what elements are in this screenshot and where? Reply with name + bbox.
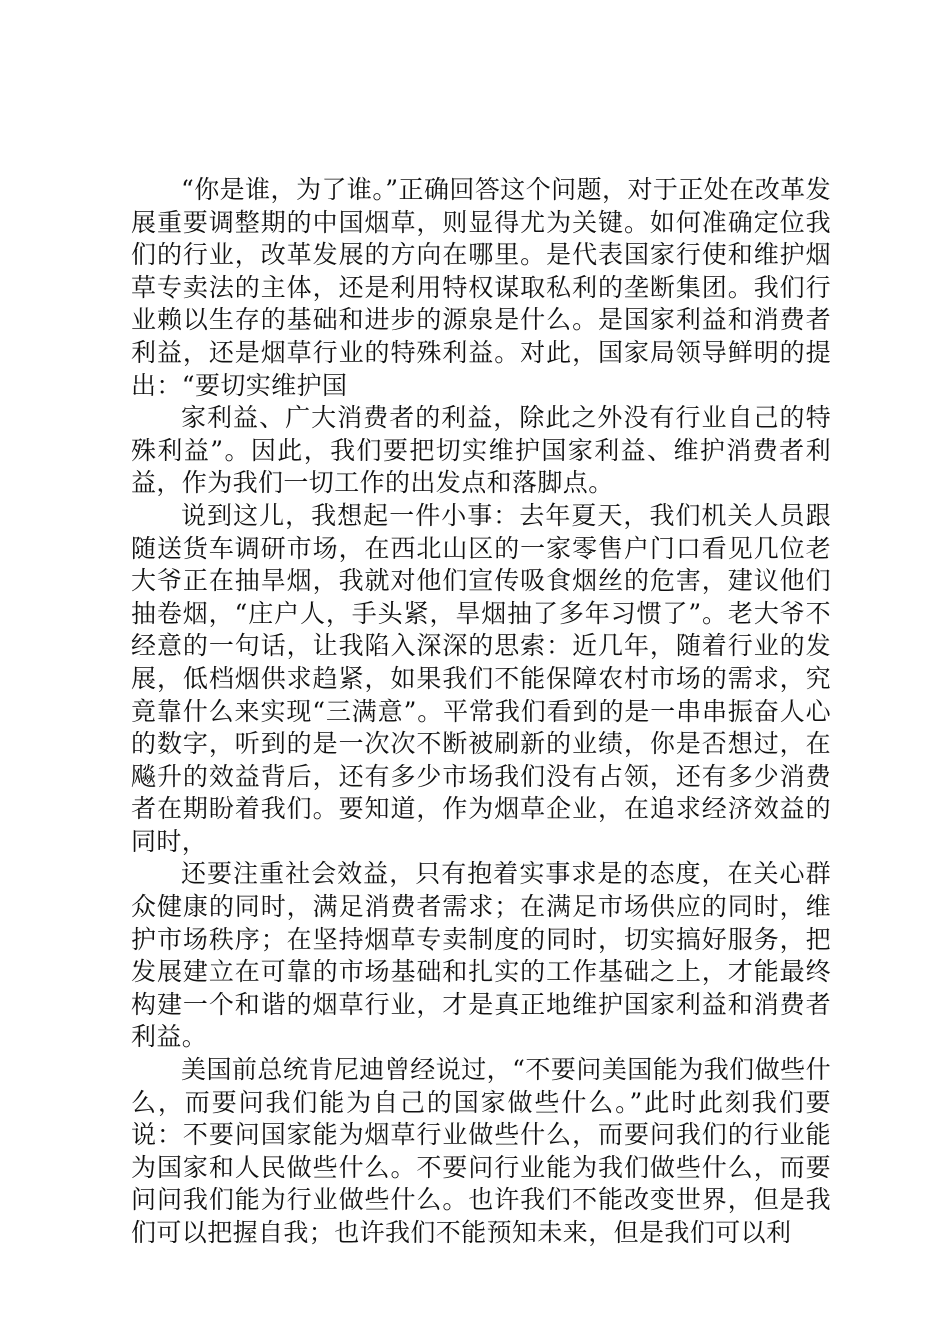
paragraph-3: 说到这儿，我想起一件小事：去年夏天，我们机关人员跟随送货车调研市场，在西北山区的一家零售户门口看见几位老大爷正在抽旱烟，我就对他们宣传吸食烟丝的危害，建议他们抽卷烟，“庄户人，手头紧，旱烟抽了多年习惯了”。老大爷不经意的一句话，让我陷入深深的思索：近几年，随着行业的发展，低档烟供求趋紧，如果我们不能保障农村市场的需求，究竟靠什么来实现“三满意”。平常我们看到的是一串串振奋人心的数字，听到的是一次次不断被刷新的业绩，你是否想过，在飚升的效益背后，还有多少市场我们没有占领，还有多少消费者在期盼着我们。要知道，作为烟草企业，在追求经济效益的同时，	[131, 500, 831, 856]
document-body	[131, 174, 831, 1250]
paragraph-2: 家利益、广大消费者的利益，除此之外没有行业自己的特殊利益”。因此，我们要把切实维护国家利益、维护消费者利益，作为我们一切工作的出发点和落脚点。	[131, 403, 831, 498]
paragraph-1: “你是谁，为了谁。”正确回答这个问题，对于正处在改革发展重要调整期的中国烟草，则显得尤为关键。如何准确定位我们的行业，改革发展的方向在哪里。是代表国家行使和维护烟草专卖法的主体，还是利用特权谋取私利的垄断集团。我们行业赖以生存的基础和进步的源泉是什么。是国家利益和消费者利益，还是烟草行业的特殊利益。对此，国家局领导鲜明的提出：“要切实维护国	[131, 175, 831, 400]
paragraph-5: 美国前总统肯尼迪曾经说过，“不要问美国能为我们做些什么，而要问我们能为自己的国家做些什么。”此时此刻我们要说：不要问国家能为烟草行业做些什么，而要问我们的行业能为国家和人民做些什么。不要问行业能为我们做些什么，而要问问我们能为行业做些什么。也许我们不能改变世界，但是我们可以把握自我；也许我们不能预知未来，但是我们可以利	[131, 1055, 831, 1247]
paragraph-4: 还要注重社会效益，只有抱着实事求是的态度，在关心群众健康的同时，满足消费者需求；在满足市场供应的同时，维护市场秩序；在坚持烟草专卖制度的同时，切实搞好服务，把发展建立在可靠的市场基础和扎实的工作基础之上，才能最终构建一个和谐的烟草行业，才是真正地维护国家利益和消费者利益。	[131, 859, 831, 1052]
